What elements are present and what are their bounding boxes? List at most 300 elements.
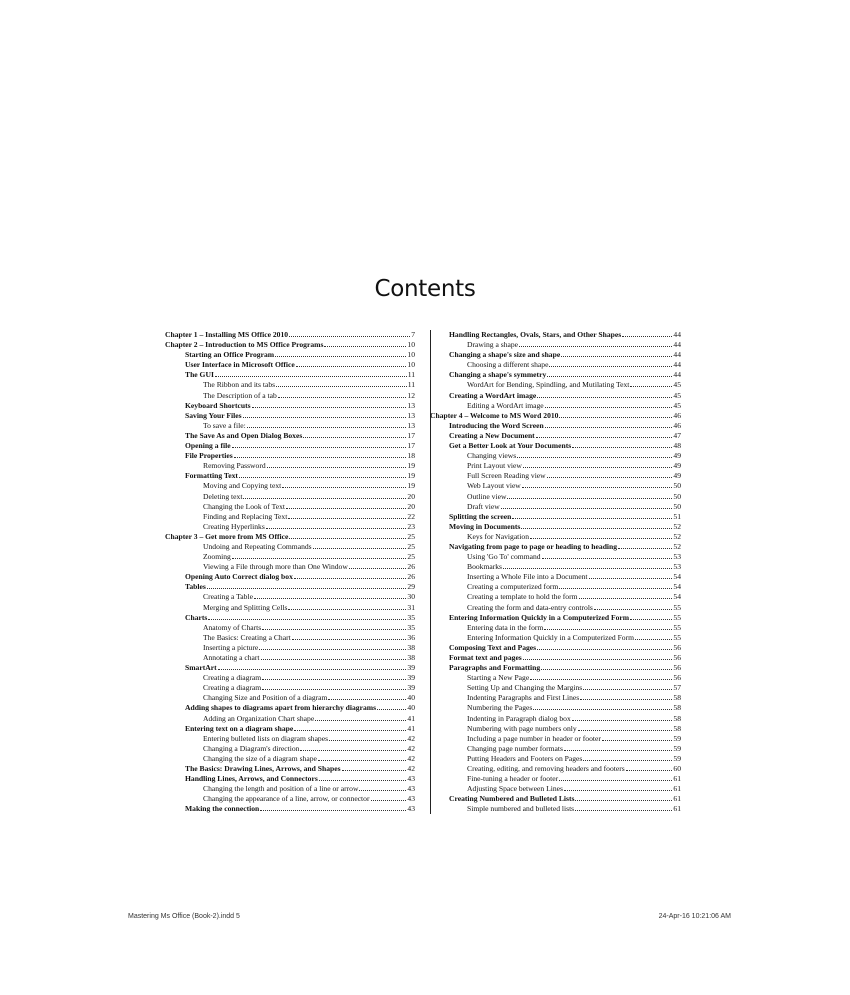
toc-entry — [165, 401, 415, 411]
toc-entry-page: 56 — [673, 653, 681, 662]
toc-entry — [449, 572, 681, 582]
toc-entry-page: 26 — [407, 572, 415, 582]
toc-entry-title: Anatomy of Charts — [203, 622, 262, 632]
toc-entry — [165, 572, 415, 582]
toc-entry-page: 10 — [407, 350, 415, 360]
toc-entry-title: Creating the form and data-entry controls — [467, 602, 593, 612]
toc-entry — [165, 481, 415, 491]
toc-entry-page: 41 — [407, 723, 415, 733]
toc-leader-dots — [296, 360, 407, 367]
toc-entry — [449, 451, 681, 461]
toc-leader-dots — [523, 653, 673, 660]
toc-leader-dots — [545, 421, 673, 428]
toc-entry — [449, 714, 681, 724]
toc-entry — [449, 461, 681, 471]
toc-entry — [449, 623, 681, 633]
toc-leader-dots — [377, 703, 406, 710]
footer-timestamp: 24-Apr-16 10:21:06 AM — [658, 913, 731, 920]
toc-entry — [449, 532, 681, 542]
toc-entry — [165, 804, 415, 814]
toc-entry-page: 13 — [407, 410, 415, 420]
toc-entry — [449, 350, 681, 360]
toc-leader-dots — [561, 350, 672, 357]
toc-entry — [165, 774, 415, 784]
toc-leader-dots — [243, 411, 407, 418]
toc-entry — [165, 411, 415, 421]
toc-entry-title: To save a file: — [203, 420, 246, 430]
toc-entry-title: Composing Text and Pages — [449, 642, 537, 652]
toc-entry-title: Merging and Splitting Cells — [203, 602, 288, 612]
toc-entry-page: 61 — [673, 804, 681, 814]
toc-entry-page: 11 — [407, 380, 415, 390]
toc-leader-dots — [262, 623, 406, 630]
toc-entry-title: Numbering with page numbers only — [467, 723, 577, 733]
toc-entry-title: Changing page number formats — [467, 743, 563, 753]
toc-leader-dots — [289, 532, 406, 539]
toc-entry-title: Changing the appearance of a line, arrow, or connector — [203, 794, 370, 804]
toc-entry — [449, 562, 681, 572]
page-title: Contents — [374, 276, 476, 302]
toc-leader-dots — [541, 663, 672, 670]
toc-entry — [165, 562, 415, 572]
toc-entry-page: 42 — [407, 753, 415, 763]
toc-leader-dots — [252, 401, 407, 408]
toc-entry-page: 52 — [673, 531, 681, 541]
toc-entry — [449, 804, 681, 814]
toc-entry-title: Starting an Office Program — [185, 350, 275, 360]
toc-entry — [449, 481, 681, 491]
toc-leader-dots — [215, 370, 407, 377]
toc-leader-dots — [578, 724, 673, 731]
toc-entry — [165, 623, 415, 633]
toc-leader-dots — [512, 512, 672, 519]
toc-entry-page: 30 — [407, 592, 415, 602]
toc-entry-page: 54 — [673, 592, 681, 602]
toc-entry — [165, 663, 415, 673]
toc-leader-dots — [208, 613, 406, 620]
toc-entry-title: Creating, editing, and removing headers and footers — [467, 764, 625, 774]
toc-entry-page: 59 — [673, 733, 681, 743]
toc-entry-title: Changing a shape's size and shape — [449, 350, 561, 360]
toc-entry-title: Simple numbered and bulleted lists — [467, 804, 575, 814]
toc-entry-title: Annotating a chart — [203, 653, 260, 662]
toc-entry-title: Removing Password — [203, 461, 266, 471]
toc-leader-dots — [575, 804, 672, 811]
toc-entry-title: Outline view — [467, 491, 507, 501]
toc-entry-page: 54 — [673, 572, 681, 582]
toc-entry-page: 25 — [407, 552, 415, 562]
toc-leader-dots — [579, 592, 673, 599]
toc-leader-dots — [583, 754, 672, 761]
toc-entry-page: 58 — [673, 713, 681, 723]
toc-leader-dots — [319, 774, 407, 781]
toc-leader-dots — [549, 360, 672, 367]
toc-entry-page: 45 — [673, 380, 681, 390]
toc-entry — [449, 421, 681, 431]
toc-entry — [449, 784, 681, 794]
toc-leader-dots — [564, 744, 672, 751]
toc-leader-dots — [328, 693, 406, 700]
toc-entry-title: Format text and pages — [449, 653, 522, 662]
toc-leader-dots — [572, 714, 673, 721]
toc-leader-dots — [542, 552, 673, 559]
toc-entry-page: 50 — [673, 481, 681, 491]
toc-entry — [165, 653, 415, 663]
toc-entry-page: 44 — [673, 330, 681, 339]
toc-entry-page: 60 — [673, 764, 681, 774]
toc-leader-dots — [292, 633, 407, 640]
toc-entry-title: Changing views — [467, 451, 517, 461]
column-divider — [430, 330, 431, 814]
toc-entry-title: Inserting a picture — [203, 642, 259, 652]
toc-entry — [449, 522, 681, 532]
toc-leader-dots — [254, 592, 406, 599]
toc-entry-title: Chapter 3 – Get more from MS Office — [165, 531, 289, 541]
toc-entry-page: 44 — [673, 370, 681, 380]
toc-leader-dots — [294, 724, 406, 731]
toc-leader-dots — [517, 451, 672, 458]
toc-entry-page: 39 — [407, 673, 415, 683]
toc-entry-title: Draft view — [467, 501, 500, 511]
toc-entry — [449, 431, 681, 441]
toc-entry — [430, 411, 681, 421]
toc-entry-title: Creating a template to hold the form — [467, 592, 578, 602]
toc-entry — [165, 391, 415, 401]
toc-entry — [165, 724, 415, 734]
toc-entry — [449, 512, 681, 522]
toc-entry-page: 39 — [407, 683, 415, 693]
toc-entry — [165, 421, 415, 431]
toc-entry-title: Entering Information Quickly in a Computerized Form — [449, 612, 630, 622]
toc-leader-dots — [324, 340, 406, 347]
toc-entry — [165, 754, 415, 764]
toc-entry-title: Inserting a Whole File into a Document — [467, 572, 588, 582]
toc-leader-dots — [303, 431, 406, 438]
toc-entry — [165, 693, 415, 703]
toc-entry — [449, 391, 681, 401]
toc-entry — [165, 552, 415, 562]
toc-leader-dots — [507, 492, 672, 499]
toc-leader-dots — [288, 512, 406, 519]
toc-entry — [165, 502, 415, 512]
toc-entry-page: 50 — [673, 501, 681, 511]
toc-entry — [449, 552, 681, 562]
toc-leader-dots — [234, 451, 407, 458]
toc-leader-dots — [315, 714, 406, 721]
toc-entry-title: Adding an Organization Chart shape — [203, 713, 315, 723]
toc-entry-title: Bookmarks — [467, 562, 503, 572]
toc-entry-title: User Interface in Microsoft Office — [185, 360, 295, 370]
toc-leader-dots — [267, 461, 407, 468]
toc-leader-dots — [282, 481, 406, 488]
toc-leader-dots — [533, 703, 672, 710]
toc-entry-page: 58 — [673, 703, 681, 713]
toc-entry-title: Adjusting Space between Lines — [467, 784, 563, 794]
toc-entry-title: Saving Your Files — [185, 410, 242, 420]
toc-entry-title: Zooming — [203, 552, 231, 562]
toc-left-column — [165, 330, 415, 815]
toc-entry-page: 22 — [407, 511, 415, 521]
toc-entry-title: Opening Auto Correct dialog box — [185, 572, 293, 582]
toc-entry — [449, 603, 681, 613]
toc-entry-title: Viewing a File through more than One Window — [203, 562, 348, 572]
toc-entry-title: Creating Hyperlinks — [203, 521, 265, 531]
toc-leader-dots — [261, 653, 407, 660]
toc-leader-dots — [294, 572, 407, 579]
toc-entry — [165, 603, 415, 613]
toc-entry-page: 45 — [673, 400, 681, 410]
toc-entry-title: Web Layout view — [467, 481, 521, 491]
toc-leader-dots — [602, 734, 673, 741]
toc-entry-title: Starting a New Page — [467, 673, 530, 683]
toc-entry-page: 42 — [407, 764, 415, 774]
toc-leader-dots — [564, 784, 672, 791]
toc-entry — [165, 340, 415, 350]
toc-entry — [449, 663, 681, 673]
toc-entry-page: 53 — [673, 562, 681, 572]
toc-leader-dots — [501, 502, 673, 509]
toc-entry-title: Full Screen Reading view — [467, 471, 546, 481]
toc-entry — [165, 370, 415, 380]
toc-entry-page: 56 — [673, 642, 681, 652]
toc-leader-dots — [589, 572, 673, 579]
toc-entry-page: 42 — [407, 743, 415, 753]
toc-leader-dots — [544, 623, 672, 630]
toc-entry-title: Creating a New Document — [449, 430, 535, 440]
toc-entry-title: Paragraphs and Formatting — [449, 663, 541, 673]
toc-entry-page: 40 — [407, 703, 415, 713]
toc-entry-title: Charts — [185, 612, 208, 622]
toc-entry — [449, 653, 681, 663]
toc-entry-title: Handling Lines, Arrows, and Connectors — [185, 774, 318, 784]
toc-entry — [449, 370, 681, 380]
toc-entry-title: Putting Headers and Footers on Pages — [467, 753, 583, 763]
toc-entry-title: Changing a Diagram's direction — [203, 743, 300, 753]
toc-entry-page: 36 — [407, 632, 415, 642]
toc-entry-page: 49 — [673, 451, 681, 461]
toc-entry-page: 13 — [407, 420, 415, 430]
toc-right-column — [430, 330, 681, 815]
toc-leader-dots — [266, 522, 407, 529]
toc-entry-title: Print Layout view — [467, 461, 522, 471]
toc-entry — [449, 683, 681, 693]
toc-entry-page: 44 — [673, 340, 681, 350]
toc-entry-page: 25 — [407, 531, 415, 541]
toc-entry — [165, 784, 415, 794]
toc-entry — [449, 542, 681, 552]
toc-entry-page: 47 — [673, 430, 681, 440]
toc-entry-page: 42 — [407, 733, 415, 743]
toc-leader-dots — [559, 774, 672, 781]
footer-file-info: Mastering Ms Office (Book-2).indd 5 — [128, 913, 240, 920]
toc-entry-page: 13 — [407, 400, 415, 410]
toc-entry-title: Get a Better Look at Your Documents — [449, 441, 572, 451]
toc-entry-page: 38 — [407, 642, 415, 652]
toc-entry-title: Creating a diagram — [203, 683, 262, 693]
toc-entry-title: Introducing the Word Screen — [449, 420, 544, 430]
toc-entry — [165, 350, 415, 360]
toc-entry — [449, 734, 681, 744]
toc-entry-title: Indenting Paragraphs and First Lines — [467, 693, 580, 703]
toc-leader-dots — [523, 461, 673, 468]
toc-entry-title: Fine-tuning a header or footer — [467, 774, 559, 784]
toc-entry-page: 52 — [673, 521, 681, 531]
toc-entry-title: Deleting text — [203, 491, 243, 501]
toc-entry — [165, 431, 415, 441]
toc-entry-title: Chapter 1 – Installing MS Office 2010 — [165, 330, 289, 339]
toc-entry-page: 20 — [407, 491, 415, 501]
toc-entry — [449, 754, 681, 764]
toc-entry — [449, 673, 681, 683]
toc-leader-dots — [622, 330, 672, 337]
toc-entry — [449, 744, 681, 754]
toc-entry — [449, 471, 681, 481]
toc-entry — [449, 340, 681, 350]
toc-leader-dots — [232, 441, 407, 448]
toc-entry-page: 59 — [673, 743, 681, 753]
toc-entry — [165, 592, 415, 602]
toc-entry — [449, 502, 681, 512]
toc-entry-title: Numbering the Pages — [467, 703, 533, 713]
toc-leader-dots — [243, 492, 406, 499]
toc-leader-dots — [288, 603, 406, 610]
toc-entry-title: Including a page number in header or footer — [467, 733, 601, 743]
toc-entry-title: Finding and Replacing Text — [203, 511, 288, 521]
toc-leader-dots — [218, 663, 407, 670]
toc-entry-page: 56 — [673, 673, 681, 683]
toc-entry-title: Moving and Copying text — [203, 481, 282, 491]
toc-entry — [449, 613, 681, 623]
toc-leader-dots — [583, 683, 672, 690]
toc-entry — [165, 764, 415, 774]
toc-entry-page: 45 — [673, 390, 681, 400]
toc-entry — [449, 380, 681, 390]
toc-entry — [165, 492, 415, 502]
toc-leader-dots — [519, 340, 672, 347]
toc-entry-page: 55 — [673, 632, 681, 642]
toc-entry-title: Keyboard Shortcuts — [185, 400, 251, 410]
toc-leader-dots — [537, 643, 672, 650]
toc-entry-title: SmartArt — [185, 663, 217, 673]
toc-leader-dots — [359, 784, 406, 791]
toc-entry-page: 44 — [673, 350, 681, 360]
toc-entry — [165, 714, 415, 724]
toc-leader-dots — [260, 804, 406, 811]
toc-leader-dots — [530, 532, 672, 539]
toc-entry-title: File Properties — [185, 451, 233, 461]
toc-leader-dots — [503, 562, 672, 569]
toc-entry-title: Changing the Look of Text — [203, 501, 286, 511]
toc-entry-title: Entering data in the form — [467, 622, 544, 632]
toc-leader-dots — [559, 411, 672, 418]
toc-entry — [165, 522, 415, 532]
toc-leader-dots — [530, 673, 672, 680]
toc-leader-dots — [239, 471, 406, 478]
toc-entry-page: 43 — [407, 784, 415, 794]
toc-leader-dots — [630, 380, 672, 387]
toc-entry-page: 29 — [407, 582, 415, 592]
toc-entry-page: 20 — [407, 501, 415, 511]
toc-entry-page: 59 — [673, 753, 681, 763]
toc-entry — [165, 451, 415, 461]
toc-leader-dots — [318, 754, 407, 761]
toc-entry-page: 50 — [673, 491, 681, 501]
toc-entry-page: 46 — [673, 420, 681, 430]
toc-leader-dots — [371, 794, 407, 801]
toc-entry-page: 10 — [407, 360, 415, 370]
toc-entry-page: 56 — [673, 663, 681, 673]
toc-entry-page: 17 — [407, 441, 415, 451]
toc-entry — [165, 441, 415, 451]
toc-entry-title: The Description of a tab — [203, 390, 277, 400]
toc-entry-title: Making the connection — [185, 804, 260, 814]
toc-entry — [165, 734, 415, 744]
toc-entry-page: 40 — [407, 693, 415, 703]
toc-entry-page: 44 — [673, 360, 681, 370]
toc-entry-page: 51 — [673, 511, 681, 521]
toc-leader-dots — [618, 542, 672, 549]
toc-entry-title: Keys for Navigation — [467, 531, 529, 541]
toc-entry-title: Formatting Text — [185, 471, 238, 481]
toc-entry-title: Tables — [185, 582, 206, 592]
toc-leader-dots — [635, 633, 672, 640]
toc-entry-title: Changing the size of a diagram shape — [203, 753, 317, 763]
toc-leader-dots — [232, 552, 407, 559]
toc-entry-title: The Basics: Drawing Lines, Arrows, and Shapes — [185, 764, 341, 774]
toc-entry-page: 41 — [407, 713, 415, 723]
toc-entry — [165, 673, 415, 683]
toc-entry-title: Handling Rectangles, Ovals, Stars, and Other Shapes — [449, 330, 622, 339]
toc-entry-page: 43 — [407, 804, 415, 814]
toc-entry — [165, 794, 415, 804]
toc-leader-dots — [536, 431, 673, 438]
toc-entry-title: Entering Information Quickly in a Computerized Form — [467, 632, 635, 642]
toc-leader-dots — [300, 744, 406, 751]
toc-leader-dots — [275, 350, 406, 357]
toc-entry — [165, 643, 415, 653]
toc-entry — [165, 471, 415, 481]
toc-entry-page: 35 — [407, 622, 415, 632]
toc-entry-page: 38 — [407, 653, 415, 662]
toc-entry-title: Moving in Documents — [449, 521, 521, 531]
toc-leader-dots — [349, 562, 407, 569]
toc-entry-title: Adding shapes to diagrams apart from hierarchy diagrams — [185, 703, 377, 713]
toc-entry-page: 43 — [407, 774, 415, 784]
toc-entry — [165, 582, 415, 592]
toc-entry — [165, 613, 415, 623]
toc-entry — [449, 360, 681, 370]
toc-entry-page: 49 — [673, 471, 681, 481]
toc-entry-title: Changing Size and Position of a diagram — [203, 693, 328, 703]
toc-entry-page: 53 — [673, 552, 681, 562]
toc-entry-page: 11 — [407, 370, 415, 380]
toc-entry — [165, 633, 415, 643]
toc-entry — [449, 582, 681, 592]
toc-leader-dots — [329, 734, 406, 741]
toc-leader-dots — [559, 582, 672, 589]
toc-entry-page: 19 — [407, 461, 415, 471]
toc-entry-page: 17 — [407, 430, 415, 440]
toc-leader-dots — [547, 471, 673, 478]
toc-entry — [165, 360, 415, 370]
toc-entry — [165, 703, 415, 713]
toc-entry-page: 7 — [411, 330, 415, 339]
toc-leader-dots — [547, 370, 672, 377]
toc-entry-page: 52 — [673, 541, 681, 551]
toc-entry — [165, 532, 415, 542]
toc-entry-page: 19 — [407, 471, 415, 481]
toc-entry-page: 19 — [407, 481, 415, 491]
